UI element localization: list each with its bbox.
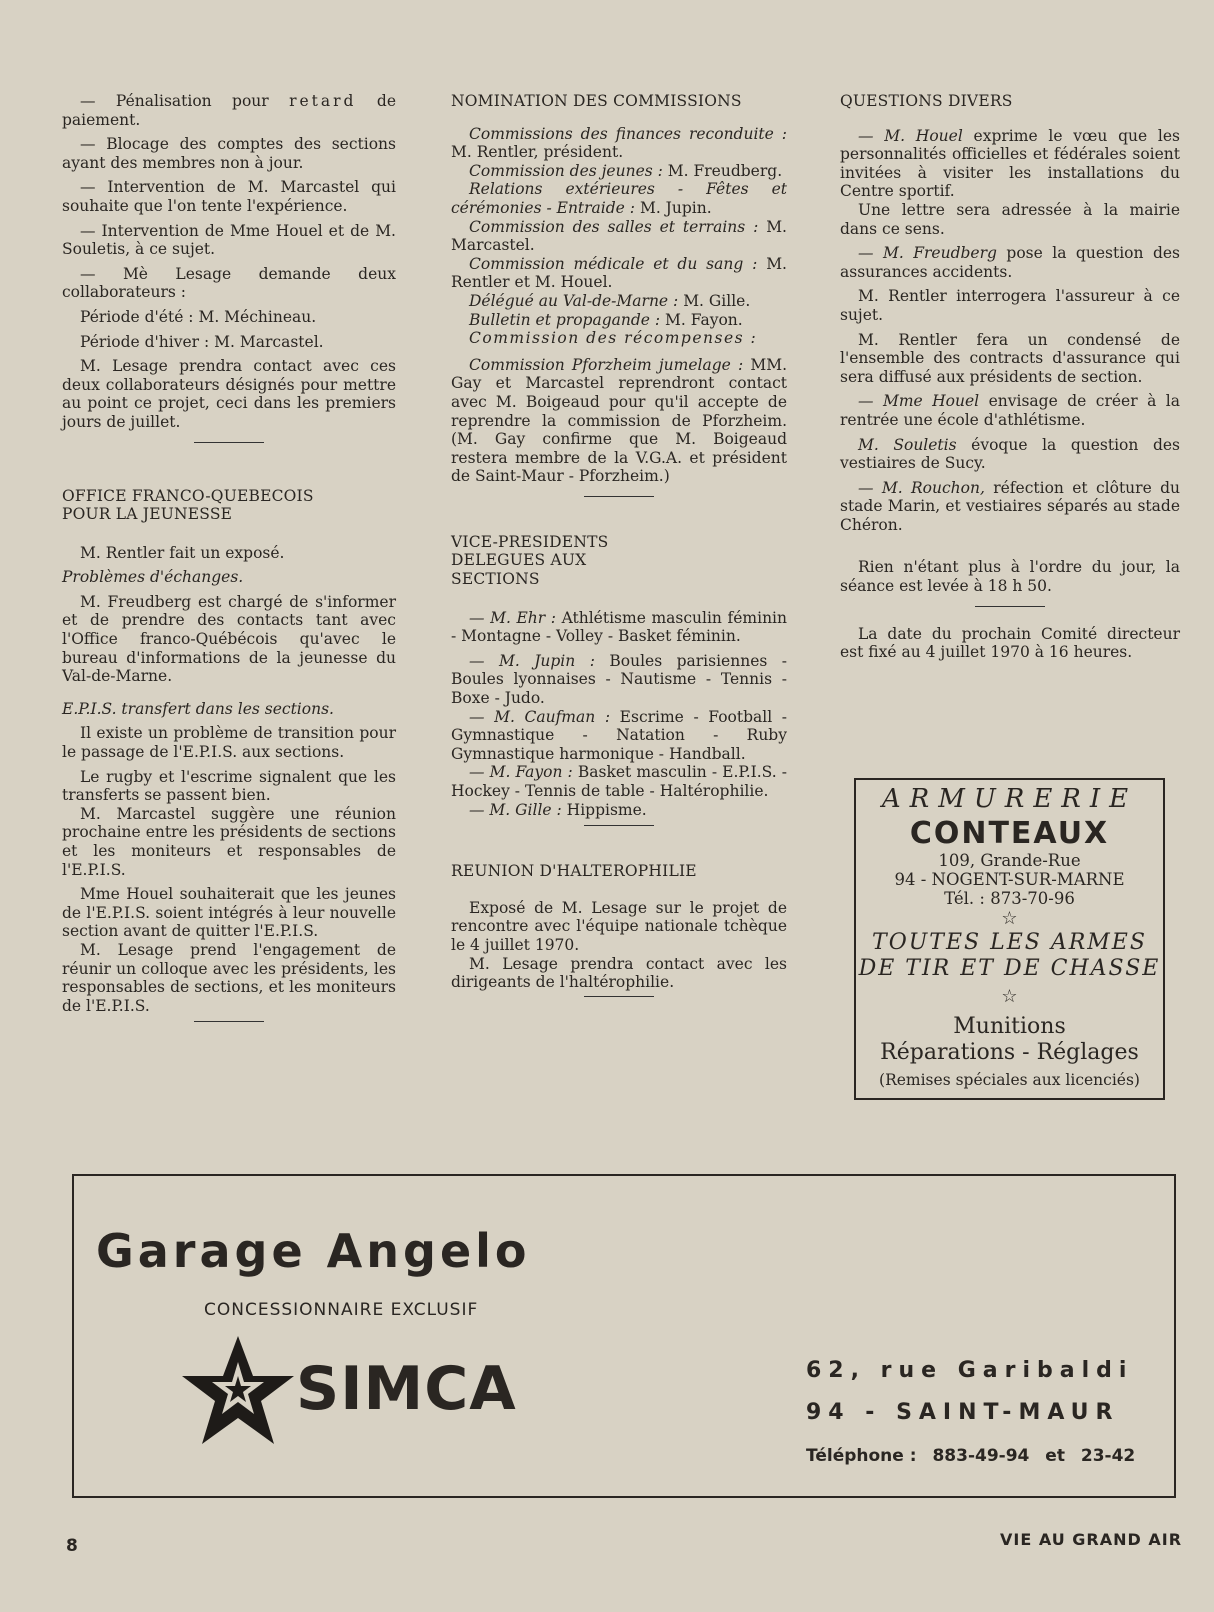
subheading: E.P.I.S. transfert dans les sections. xyxy=(62,699,334,718)
paragraph: Mme Houel souhaiterait que les jeunes de l'E.P.I.S. soient intégrés à leur nouvelle section avant de quitter l'E.P.I.S. xyxy=(62,885,396,941)
section-divider xyxy=(975,606,1045,607)
simca-star-logo-icon xyxy=(178,1332,298,1452)
paragraph: — Intervention de M. Marcastel qui souhaite que l'on tente l'expérience. xyxy=(62,178,396,215)
ad-slogan: TOUTES LES ARMES xyxy=(872,930,1147,955)
paragraph: M. Lesage prendra contact avec ces deux collaborateurs désignés pour mettre au point ce projet, ceci dans les premiers jours de juillet. xyxy=(62,357,396,431)
spacer xyxy=(840,540,1180,558)
armurerie-advertisement xyxy=(854,778,1165,1100)
paragraph: M. Marcastel suggère une réunion prochaine entre les présidents de sections et les moniteurs et responsables de l'E.P.I.S. xyxy=(62,804,396,879)
commission-entry: Commission Pforzheim jumelage : MM. Gay et Marcastel reprendront contact avec M. Boigeaud pour qu'il accepte de reprendre la commission de Pforzheim. (M. Gay confirme que M. Boigeaud restera membre de la V.G.A. et président de Saint-Maur - Pforzheim.) xyxy=(451,355,787,486)
paragraph: M. Freudberg est chargé de s'informer et de prendre des contacts tant avec l'Office franco-Québécois qu'avec le bureau d'informations de la jeunesse du Val-de-Marne. xyxy=(62,592,396,686)
paragraph: Période d'hiver : M. Marcastel. xyxy=(80,332,324,351)
paragraph: Rien n'étant plus à l'ordre du jour, la séance est levée à 18 h 50. xyxy=(840,558,1180,596)
vice-president-entry: — M. Caufman : Escrime - Football - Gymnastique - Natation - Ruby Gymnastique harmonique - Handball. xyxy=(451,707,788,763)
garage-subtitle: CONCESSIONNAIRE EXCLUSIF xyxy=(204,1300,479,1320)
paragraph: Il existe un problème de transition pour le passage de l'E.P.I.S. aux sections. xyxy=(62,724,396,762)
star-icon: ☆ xyxy=(1001,908,1018,929)
paragraph: — Mè Lesage demande deux collaborateurs : xyxy=(62,264,396,302)
section-heading: VICE-PRESIDENTS DELEGUES AUX SECTIONS xyxy=(451,532,609,589)
paragraph: — Intervention de Mme Houel et de M. Souletis, à ce sujet. xyxy=(62,221,396,259)
garage-name: Garage Angelo xyxy=(96,1224,531,1278)
section-divider xyxy=(584,996,654,997)
ad-address: 109, Grande-Rue xyxy=(938,851,1081,870)
page-number: 8 xyxy=(66,1536,78,1556)
star-icon: ☆ xyxy=(1001,986,1018,1007)
paragraph: La date du prochain Comité directeur est fixé au 4 juillet 1970 à 16 heures. xyxy=(840,624,1180,662)
section-heading: QUESTIONS DIVERS xyxy=(840,92,1013,110)
section-heading: OFFICE FRANCO-QUEBECOIS POUR LA JEUNESSE xyxy=(62,486,314,524)
paragraph: Une lettre sera adressée à la mairie dans ce sens. xyxy=(840,200,1180,238)
paragraph: M. Souletis évoque la question des vestiaires de Sucy. xyxy=(840,435,1180,473)
ad-service: Munitions xyxy=(953,1014,1066,1039)
subheading: Problèmes d'échanges. xyxy=(62,568,244,587)
vice-president-entry: — M. Gille : Hippisme. xyxy=(469,800,647,819)
commission-entry: Commission des salles et terrains : M. Marcastel. xyxy=(451,217,787,255)
garage-address: 62, rue Garibaldi xyxy=(806,1358,1134,1383)
vice-president-entry: — M. Ehr : Athlétisme masculin féminin - Montagne - Volley - Basket féminin. xyxy=(451,608,787,646)
paragraph: M. Lesage prend l'engagement de réunir un colloque avec les présidents, les responsables de sections, et les moniteurs de l'E.P.I.S. xyxy=(62,940,396,1015)
paragraph: — M. Freudberg pose la question des assurances accidents. xyxy=(840,244,1180,281)
ad-note: (Remises spéciales aux licenciés) xyxy=(879,1071,1140,1089)
column-left xyxy=(62,92,396,1058)
garage-advertisement xyxy=(72,1174,1176,1498)
ad-slogan: DE TIR ET DE CHASSE xyxy=(858,956,1161,981)
paragraph: M. Rentler interrogera l'assureur à ce sujet. xyxy=(840,287,1180,324)
column-middle xyxy=(451,92,787,1033)
section-divider xyxy=(194,442,264,443)
commission-entry: Délégué au Val-de-Marne : M. Gille. xyxy=(469,291,751,310)
paragraph: M. Rentler fait un exposé. xyxy=(80,543,285,562)
section-divider xyxy=(194,1021,264,1022)
paragraph: Le rugby et l'escrime signalent que les transferts se passent bien. xyxy=(62,767,396,805)
commission-entry: Commission des récompenses : xyxy=(469,329,758,348)
section-divider xyxy=(584,825,654,826)
ad-phone: Tél. : 873-70-96 xyxy=(944,889,1075,908)
ad-service: Réparations - Réglages xyxy=(880,1040,1139,1065)
vice-president-entry: — M. Jupin : Boules parisiennes - Boules lyonnaises - Nautisme - Tennis - Boxe - Judo. xyxy=(451,651,787,708)
paragraph: — Blocage des comptes des sections ayant des membres non à jour. xyxy=(62,135,396,172)
paragraph: — M. Houel exprime le vœu que les personnalités officielles et fédérales soient invitées à visiter les installations du Centre sportif. xyxy=(840,126,1180,201)
ad-brand-name: CONTEAUX xyxy=(909,816,1110,851)
paragraph: — M. Rouchon, réfection et clôture du stade Marin, et vestiaires séparés au stade Chéron. xyxy=(840,478,1180,534)
garage-city: 94 - SAINT-MAUR xyxy=(806,1400,1120,1425)
simca-brand: SIMCA xyxy=(296,1354,517,1424)
ad-title: ARMURERIE xyxy=(881,784,1138,814)
section-heading: NOMINATION DES COMMISSIONS xyxy=(451,92,742,110)
commission-entry: Commission médicale et du sang : M. Rentler et M. Houel. xyxy=(451,254,787,292)
commission-entry: Bulletin et propagande : M. Fayon. xyxy=(469,310,743,329)
paragraph: M. Rentler fera un condensé de l'ensemble des contracts d'assurance qui sera diffusé aux présidents de section. xyxy=(840,330,1180,386)
paragraph: Période d'été : M. Méchineau. xyxy=(80,307,317,326)
ad-city: 94 - NOGENT-SUR-MARNE xyxy=(894,870,1125,889)
section-heading: REUNION D'HALTEROPHILIE xyxy=(451,862,697,881)
garage-phone: Téléphone : 883-49-94 et 23-42 xyxy=(806,1446,1136,1466)
paragraph: — Pénalisation pour retard de paiement. xyxy=(62,92,396,129)
column-right xyxy=(840,92,1180,668)
commission-entry: Relations extérieures - Fêtes et cérémonies - Entraide : M. Jupin. xyxy=(451,180,787,217)
paragraph: Exposé de M. Lesage sur le projet de rencontre avec l'équipe nationale tchèque le 4 juillet 1970. xyxy=(451,898,787,954)
section-divider xyxy=(584,496,654,497)
commission-entry: Commissions des finances reconduite : M. Rentler, président. xyxy=(451,124,787,162)
magazine-title: VIE AU GRAND AIR xyxy=(1000,1530,1183,1549)
commission-entry: Commission des jeunes : M. Freudberg. xyxy=(469,161,783,180)
paragraph: — Mme Houel envisage de créer à la rentrée une école d'athlétisme. xyxy=(840,392,1180,429)
vice-president-entry: — M. Fayon : Basket masculin - E.P.I.S. - Hockey - Tennis de table - Haltérophilie. xyxy=(451,763,787,800)
paragraph: M. Lesage prendra contact avec les dirigeants de l'haltérophilie. xyxy=(451,954,787,992)
